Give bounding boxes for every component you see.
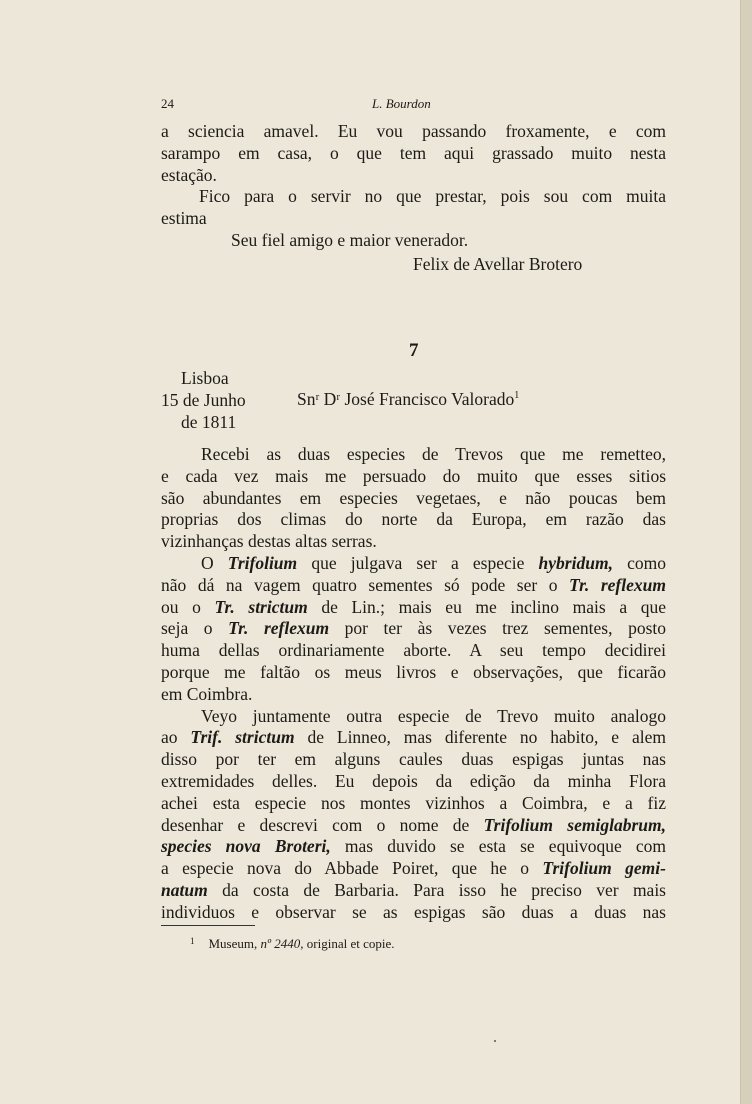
addressee-name: Snʳ Dʳ José Francisco Valorado (297, 389, 515, 409)
place-and-date (161, 368, 246, 433)
text-line: em Coimbra. (161, 683, 253, 704)
text-line: achei esta especie nos montes vizinhos a Coimbra, e a fiz (161, 792, 666, 813)
text-line: e cada vez mais me persuado do muito que esses sitios (161, 465, 666, 486)
taxon-name: natum (161, 879, 208, 900)
text-line: Recebi as duas especies de Trevos que me remetteo, (201, 444, 666, 464)
taxon-name: species nova Broteri, (161, 836, 331, 857)
date-line: 15 de Junho (161, 389, 246, 410)
taxon-name: Tr. reflexum (569, 574, 666, 595)
text-line: sarampo em casa, o que tem aqui grassado muito nesta (161, 142, 666, 163)
running-head-author: L. Bourdon (372, 96, 431, 111)
closing-of-letter-6 (161, 121, 666, 276)
ink-speck (494, 1040, 496, 1042)
text-line: são abundantes em especies vegetaes, e não poucas bem (161, 487, 666, 508)
text-line: ao Trif. strictum de Linneo, mas diferente no habito, e alem (161, 727, 666, 748)
text-line: estima (161, 208, 207, 229)
footnote-text: original et copie. (303, 936, 395, 951)
text-line: O Trifolium que julgava ser a especie hybridum, como (201, 552, 666, 573)
footnote-divider (161, 925, 255, 926)
text-line: proprias dos climas do norte da Europa, em razão das (161, 509, 666, 530)
text-line: a sciencia amavel. Eu vou passando froxamente, e com (161, 121, 666, 141)
footnote-number: nº 2440, (260, 936, 304, 951)
text-line: individuos e observar se as espigas são duas a duas nas (161, 901, 666, 922)
page-number: 24 (161, 96, 174, 111)
text-line: Fico para o servir no que prestar, pois sou com muita (199, 186, 666, 207)
text-line: estação. (161, 164, 217, 185)
text-line: desenhar e descrevi com o nome de Trifolium semiglabrum, (161, 814, 666, 835)
taxon-name: Trifolium gemi- (542, 858, 666, 879)
taxon-name: Tr. reflexum (228, 618, 330, 639)
text-line: extremidades delles. Eu depois da edição da minha Flora (161, 770, 666, 791)
text-line: Seu fiel amigo e maior venerador. (231, 229, 469, 250)
page-edge (740, 0, 752, 1104)
text-line: huma dellas ordinariamente aborte. A seu tempo decidirei (161, 640, 666, 661)
text-line: porque me faltão os meus livros e observações, que ficarão (161, 661, 666, 682)
letter-number: 7 (409, 340, 419, 361)
footnote (190, 936, 395, 952)
text-line: ou o Tr. strictum de Lin.; mais eu me inclino mais a que (161, 596, 666, 617)
text-line: seja o Tr. reflexum por ter às vezes trez sementes, posto (161, 618, 666, 639)
text-line: Veyo juntamente outra especie de Trevo muito analogo (201, 705, 666, 726)
text-line: a especie nova do Abbade Poiret, que he o Trifolium gemi- (161, 858, 666, 879)
footnote-mark: 1 (190, 936, 195, 946)
taxon-name: Trifolium semiglabrum, (483, 814, 666, 835)
taxon-name: Tr. strictum (214, 596, 308, 617)
signature: Felix de Avellar Brotero (413, 253, 583, 274)
place: Lisboa (181, 368, 229, 388)
addressee (297, 389, 519, 410)
text-line: species nova Broteri, mas duvido se esta se equivoque com (161, 836, 666, 857)
footnote-text: Museum, (208, 936, 261, 951)
text-line: não dá na vagem quatro sementes só pode ser o Tr. reflexum (161, 574, 666, 595)
footnote-ref: 1 (514, 390, 520, 402)
date-line: de 1811 (181, 411, 237, 432)
text-line: disso por ter em alguns caules duas espigas juntas nas (161, 749, 666, 770)
text-line: natum da costa de Barbaria. Para isso he preciso ver mais (161, 879, 666, 900)
taxon-name: Trifolium (227, 552, 298, 573)
letter-7-body (161, 444, 666, 924)
taxon-name: Trif. strictum (190, 727, 295, 748)
taxon-name: hybridum, (538, 552, 613, 573)
text-line: vizinhanças destas altas serras. (161, 531, 377, 552)
